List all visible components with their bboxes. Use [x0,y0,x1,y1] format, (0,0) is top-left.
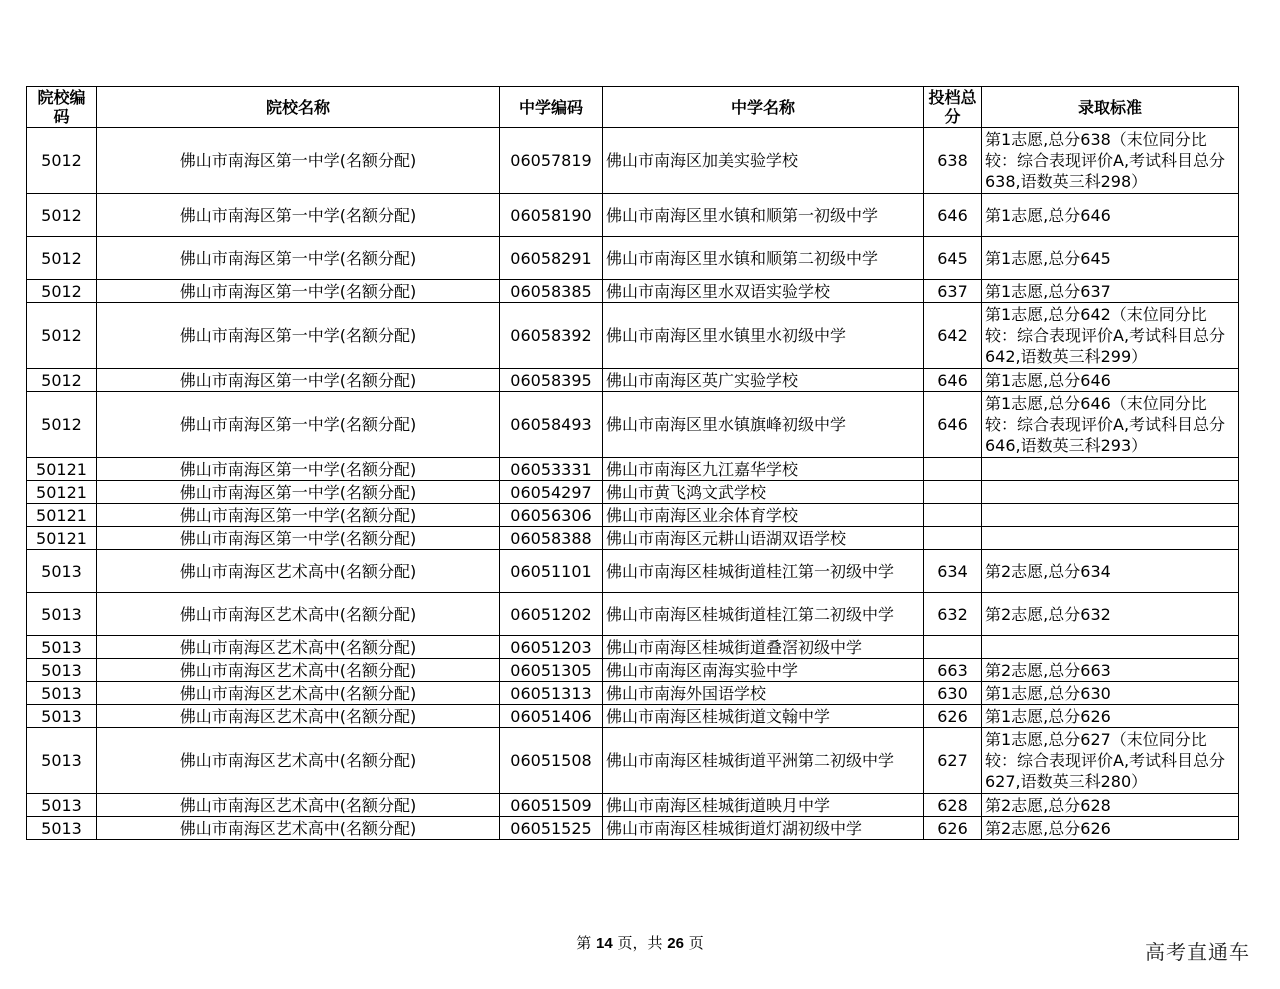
page-footer [0,932,1280,953]
cell-school-code: 5012 [27,369,97,392]
cell-total-score: 630 [924,682,982,705]
cell-school-name: 佛山市南海区艺术高中(名额分配) [97,817,500,840]
cell-middle-school-name: 佛山市南海区桂城街道映月中学 [603,794,924,817]
table-row [27,550,1239,593]
cell-admission-standard: 第2志愿,总分632 [982,593,1239,636]
cell-admission-standard: 第1志愿,总分645 [982,237,1239,280]
cell-middle-school-name: 佛山市南海区桂城街道文翰中学 [603,705,924,728]
cell-admission-standard: 第1志愿,总分642（末位同分比较：综合表现评价A,考试科目总分642,语数英三科299） [982,303,1239,369]
cell-school-code: 5013 [27,636,97,659]
cell-admission-standard: 第2志愿,总分634 [982,550,1239,593]
cell-middle-school-code: 06051101 [500,550,603,593]
cell-school-name: 佛山市南海区第一中学(名额分配) [97,237,500,280]
table-row [27,194,1239,237]
cell-school-name: 佛山市南海区艺术高中(名额分配) [97,659,500,682]
cell-admission-standard: 第1志愿,总分627（末位同分比较：综合表现评价A,考试科目总分627,语数英三科280） [982,728,1239,794]
cell-admission-standard [982,481,1239,504]
cell-middle-school-name: 佛山市南海区英广实验学校 [603,369,924,392]
cell-school-code: 50121 [27,458,97,481]
cell-middle-school-code: 06051203 [500,636,603,659]
cell-middle-school-code: 06057819 [500,128,603,194]
table-row [27,504,1239,527]
cell-middle-school-name: 佛山市南海区桂城街道桂江第二初级中学 [603,593,924,636]
cell-middle-school-name: 佛山市南海外国语学校 [603,682,924,705]
cell-middle-school-code: 06051305 [500,659,603,682]
cell-middle-school-name: 佛山市南海区南海实验中学 [603,659,924,682]
footer-prefix: 第 [576,934,592,952]
cell-school-name: 佛山市南海区第一中学(名额分配) [97,303,500,369]
table-row [27,128,1239,194]
cell-total-score [924,636,982,659]
cell-school-name: 佛山市南海区第一中学(名额分配) [97,527,500,550]
cell-middle-school-name: 佛山市南海区里水镇里水初级中学 [603,303,924,369]
cell-middle-school-code: 06058392 [500,303,603,369]
cell-school-code: 5012 [27,280,97,303]
cell-middle-school-code: 06051508 [500,728,603,794]
cell-middle-school-code: 06051202 [500,593,603,636]
table-row [27,705,1239,728]
table-row [27,728,1239,794]
cell-total-score [924,527,982,550]
cell-school-code: 50121 [27,481,97,504]
table-row [27,636,1239,659]
cell-school-code: 5013 [27,817,97,840]
cell-admission-standard [982,527,1239,550]
footer-total-pages: 26 [667,935,684,952]
cell-school-code: 5012 [27,392,97,458]
cell-middle-school-name: 佛山市南海区九江嘉华学校 [603,458,924,481]
cell-total-score: 645 [924,237,982,280]
cell-school-code: 5013 [27,682,97,705]
table-row [27,682,1239,705]
cell-school-name: 佛山市南海区第一中学(名额分配) [97,504,500,527]
table-row [27,817,1239,840]
cell-school-code: 5013 [27,794,97,817]
cell-total-score: 628 [924,794,982,817]
cell-total-score: 663 [924,659,982,682]
table-row [27,794,1239,817]
cell-middle-school-code: 06056306 [500,504,603,527]
table-row [27,527,1239,550]
cell-school-code: 5013 [27,659,97,682]
cell-admission-standard [982,458,1239,481]
cell-school-name: 佛山市南海区艺术高中(名额分配) [97,550,500,593]
cell-middle-school-code: 06051313 [500,682,603,705]
cell-total-score [924,481,982,504]
cell-middle-school-name: 佛山市南海区元耕山语湖双语学校 [603,527,924,550]
cell-school-name: 佛山市南海区第一中学(名额分配) [97,194,500,237]
cell-total-score: 627 [924,728,982,794]
cell-middle-school-name: 佛山市南海区桂城街道灯湖初级中学 [603,817,924,840]
table-header-row [27,87,1239,128]
cell-middle-school-name: 佛山市南海区桂城街道叠滘初级中学 [603,636,924,659]
cell-school-code: 5013 [27,593,97,636]
table-row [27,458,1239,481]
cell-school-code: 5013 [27,705,97,728]
cell-total-score: 637 [924,280,982,303]
cell-middle-school-code: 06058388 [500,527,603,550]
cell-school-code: 5012 [27,237,97,280]
cell-school-name: 佛山市南海区艺术高中(名额分配) [97,728,500,794]
cell-school-name: 佛山市南海区第一中学(名额分配) [97,128,500,194]
cell-total-score: 632 [924,593,982,636]
cell-middle-school-code: 06053331 [500,458,603,481]
header-middle-school-code: 中学编码 [500,87,603,128]
cell-school-code: 5013 [27,550,97,593]
cell-school-code: 5013 [27,728,97,794]
cell-total-score [924,458,982,481]
cell-middle-school-code: 06058291 [500,237,603,280]
cell-middle-school-code: 06058395 [500,369,603,392]
cell-total-score: 626 [924,817,982,840]
table-row [27,280,1239,303]
cell-middle-school-name: 佛山市南海区桂城街道桂江第一初级中学 [603,550,924,593]
cell-admission-standard: 第1志愿,总分638（末位同分比较：综合表现评价A,考试科目总分638,语数英三科298） [982,128,1239,194]
table-body [27,128,1239,840]
cell-middle-school-code: 06054297 [500,481,603,504]
cell-school-code: 50121 [27,527,97,550]
cell-middle-school-name: 佛山市南海区桂城街道平洲第二初级中学 [603,728,924,794]
cell-total-score: 646 [924,194,982,237]
cell-school-code: 50121 [27,504,97,527]
cell-admission-standard [982,636,1239,659]
cell-total-score: 634 [924,550,982,593]
cell-school-name: 佛山市南海区第一中学(名额分配) [97,369,500,392]
cell-school-name: 佛山市南海区第一中学(名额分配) [97,481,500,504]
cell-middle-school-code: 06058493 [500,392,603,458]
cell-middle-school-name: 佛山市南海区里水镇旗峰初级中学 [603,392,924,458]
cell-school-name: 佛山市南海区第一中学(名额分配) [97,392,500,458]
table-row [27,369,1239,392]
cell-middle-school-code: 06051406 [500,705,603,728]
header-school-name: 院校名称 [97,87,500,128]
footer-middle: 页，共 [617,934,663,952]
cell-middle-school-code: 06058190 [500,194,603,237]
cell-total-score: 638 [924,128,982,194]
header-total-score: 投档总分 [924,87,982,128]
cell-total-score [924,504,982,527]
cell-total-score: 646 [924,369,982,392]
cell-middle-school-name: 佛山市南海区里水双语实验学校 [603,280,924,303]
cell-school-name: 佛山市南海区艺术高中(名额分配) [97,705,500,728]
cell-total-score: 646 [924,392,982,458]
footer-page-number: 14 [596,935,613,952]
cell-middle-school-code: 06051525 [500,817,603,840]
cell-school-code: 5012 [27,128,97,194]
cell-school-code: 5012 [27,303,97,369]
header-admission-standard: 录取标准 [982,87,1239,128]
header-middle-school-name: 中学名称 [603,87,924,128]
watermark: 高考直通车 [1145,940,1250,964]
cell-middle-school-name: 佛山市黄飞鸿文武学校 [603,481,924,504]
cell-total-score: 626 [924,705,982,728]
cell-middle-school-name: 佛山市南海区业余体育学校 [603,504,924,527]
cell-admission-standard: 第2志愿,总分628 [982,794,1239,817]
cell-middle-school-name: 佛山市南海区里水镇和顺第一初级中学 [603,194,924,237]
cell-total-score: 642 [924,303,982,369]
header-school-code: 院校编码 [27,87,97,128]
cell-admission-standard: 第2志愿,总分626 [982,817,1239,840]
cell-admission-standard: 第1志愿,总分630 [982,682,1239,705]
cell-middle-school-code: 06058385 [500,280,603,303]
table-row [27,392,1239,458]
cell-school-name: 佛山市南海区艺术高中(名额分配) [97,593,500,636]
cell-school-code: 5012 [27,194,97,237]
table-row [27,237,1239,280]
table-row [27,659,1239,682]
cell-school-name: 佛山市南海区第一中学(名额分配) [97,280,500,303]
cell-admission-standard: 第1志愿,总分637 [982,280,1239,303]
footer-suffix: 页 [688,934,704,952]
cell-school-name: 佛山市南海区艺术高中(名额分配) [97,794,500,817]
cell-middle-school-code: 06051509 [500,794,603,817]
cell-school-name: 佛山市南海区艺术高中(名额分配) [97,636,500,659]
cell-admission-standard: 第1志愿,总分626 [982,705,1239,728]
table-row [27,593,1239,636]
admissions-table [26,86,1239,840]
cell-admission-standard: 第1志愿,总分646 [982,194,1239,237]
cell-middle-school-name: 佛山市南海区加美实验学校 [603,128,924,194]
cell-school-name: 佛山市南海区第一中学(名额分配) [97,458,500,481]
cell-middle-school-name: 佛山市南海区里水镇和顺第二初级中学 [603,237,924,280]
cell-admission-standard: 第1志愿,总分646 [982,369,1239,392]
table-row [27,481,1239,504]
cell-admission-standard: 第1志愿,总分646（末位同分比较：综合表现评价A,考试科目总分646,语数英三科293） [982,392,1239,458]
cell-admission-standard [982,504,1239,527]
cell-school-name: 佛山市南海区艺术高中(名额分配) [97,682,500,705]
table-row [27,303,1239,369]
cell-admission-standard: 第2志愿,总分663 [982,659,1239,682]
